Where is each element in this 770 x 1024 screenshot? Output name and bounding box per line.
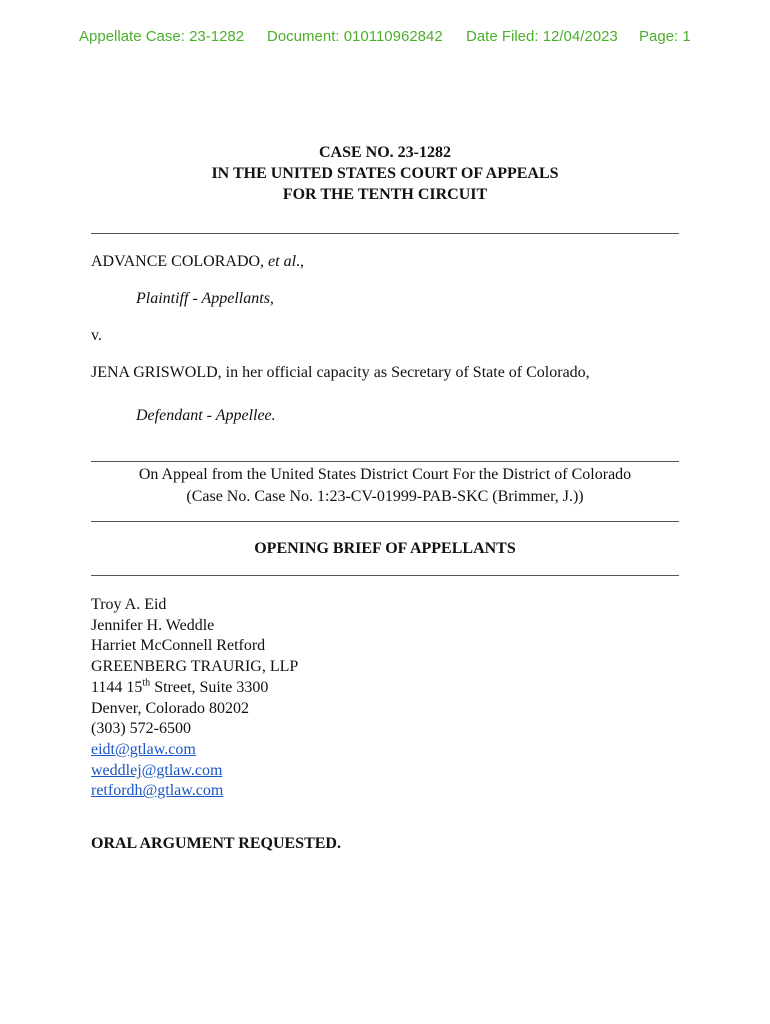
city-state-zip: Denver, Colorado 80202 xyxy=(91,699,249,717)
appeal-origin xyxy=(91,464,679,508)
appellant-name-text: ADVANCE COLORADO, xyxy=(91,253,269,270)
divider-rule xyxy=(91,233,679,234)
divider-rule xyxy=(91,575,679,576)
email-link[interactable]: retfordh@gtlaw.com xyxy=(91,782,224,800)
filing-date: Date Filed: 12/04/2023 xyxy=(466,28,618,45)
attorney-name: Jennifer H. Weddle xyxy=(91,616,215,634)
appellant-role: Plaintiff - Appellants, xyxy=(136,290,274,307)
appellant-name xyxy=(91,253,304,271)
brief-title: OPENING BRIEF OF APPELLANTS xyxy=(254,540,516,557)
firm-name: GREENBERG TRAURIG, LLP xyxy=(91,658,299,676)
filing-page-number: Page: 1 xyxy=(639,28,691,45)
divider-rule xyxy=(91,461,679,462)
phone-number: (303) 572-6500 xyxy=(91,720,191,738)
appellant-etal: et al xyxy=(268,253,297,270)
appeal-case-line: (Case No. Case No. 1:23-CV-01999-PAB-SKC (Brimmer, J.)) xyxy=(186,488,584,505)
versus: v. xyxy=(91,327,102,344)
email-link[interactable]: eidt@gtlaw.com xyxy=(91,740,196,758)
filing-case-number: Appellate Case: 23-1282 xyxy=(79,28,245,45)
appellee-role: Defendant - Appellee. xyxy=(136,407,276,424)
case-caption xyxy=(91,142,679,205)
appeal-court-line: On Appeal from the United States District Court For the District of Colorado xyxy=(138,466,632,483)
filing-document-number: Document: 010110962842 xyxy=(267,28,443,45)
counsel-block xyxy=(91,595,298,802)
attorney-name: Troy A. Eid xyxy=(91,596,167,613)
appellee-name: JENA GRISWOLD, in her official capacity as Secretary of State of Colorado, xyxy=(91,364,590,381)
street-number: 1144 15 xyxy=(91,678,143,696)
street-address xyxy=(91,678,298,699)
attorney-name: Harriet McConnell Retford xyxy=(91,637,266,655)
email-link[interactable]: weddlej@gtlaw.com xyxy=(91,761,223,779)
street-ordinal: th xyxy=(142,677,151,689)
appellant-suffix: ., xyxy=(296,253,305,270)
case-number: CASE NO. 23-1282 xyxy=(318,144,451,161)
divider-rule xyxy=(91,521,679,522)
court-name: IN THE UNITED STATES COURT OF APPEALS xyxy=(211,165,559,182)
street-rest: Street, Suite 3300 xyxy=(150,678,269,696)
oral-argument-request: ORAL ARGUMENT REQUESTED. xyxy=(91,835,341,852)
circuit-name: FOR THE TENTH CIRCUIT xyxy=(282,186,488,203)
